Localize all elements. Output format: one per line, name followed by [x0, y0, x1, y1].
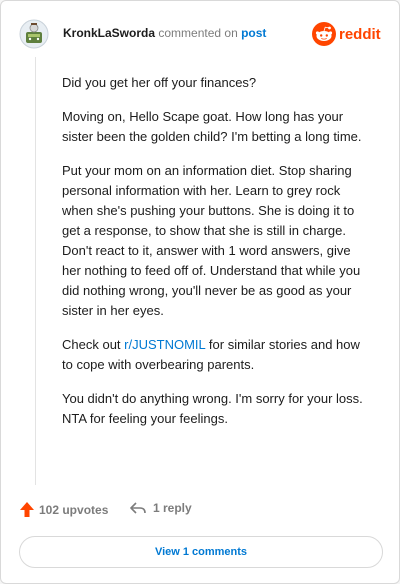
upvote-arrow-icon[interactable]: [19, 501, 35, 518]
paragraph-text: Check out: [62, 337, 125, 352]
reply-arrow-icon: [129, 501, 147, 515]
brand-wordmark: reddit: [339, 26, 381, 43]
upvote-count: 102 upvotes: [39, 502, 109, 517]
subreddit-link[interactable]: r/JUSTNOMIL: [124, 337, 206, 352]
comment-paragraph: You didn't do anything wrong. I'm sorry for your loss. NTA for feeling your feelings.: [62, 391, 363, 426]
paragraph-text: for similar stories and how to cope with overbearing parents.: [62, 337, 360, 372]
comment-paragraph: Did you get her off your finances?: [62, 75, 257, 90]
comment-footer: [19, 501, 383, 523]
comment-header: [19, 19, 383, 51]
comment-meta: [63, 26, 266, 40]
user-avatar-icon[interactable]: [19, 19, 49, 49]
reply-count: 1 reply: [153, 501, 192, 515]
comment-paragraph: [62, 335, 372, 375]
upvote-button[interactable]: [19, 501, 108, 518]
comment-body: [62, 73, 372, 443]
comment-paragraph: Moving on, Hello Scape goat. How long has your sister been the golden child? I'm betting a long time.: [62, 109, 362, 144]
username-link[interactable]: KronkLaSworda: [63, 26, 156, 40]
post-link[interactable]: post: [241, 26, 267, 40]
thread-line: [35, 57, 36, 485]
comment-paragraph: Put your mom on an information diet. Stop sharing personal information with her. Learn to grey rock when she's pushing your buttons. She is doing it to get a response, to show that she is still in charge. Don't react to it, answer with 1 word answers, give her nothing to feed off of. Understand that while you did nothing wrong, you'll never be as good as your sister in her eyes.: [62, 163, 361, 318]
reply-button[interactable]: [129, 501, 192, 515]
reddit-logo-icon[interactable]: [311, 21, 383, 47]
action-text: commented on: [158, 26, 238, 40]
view-comments-button[interactable]: View 1 comments: [19, 536, 383, 568]
